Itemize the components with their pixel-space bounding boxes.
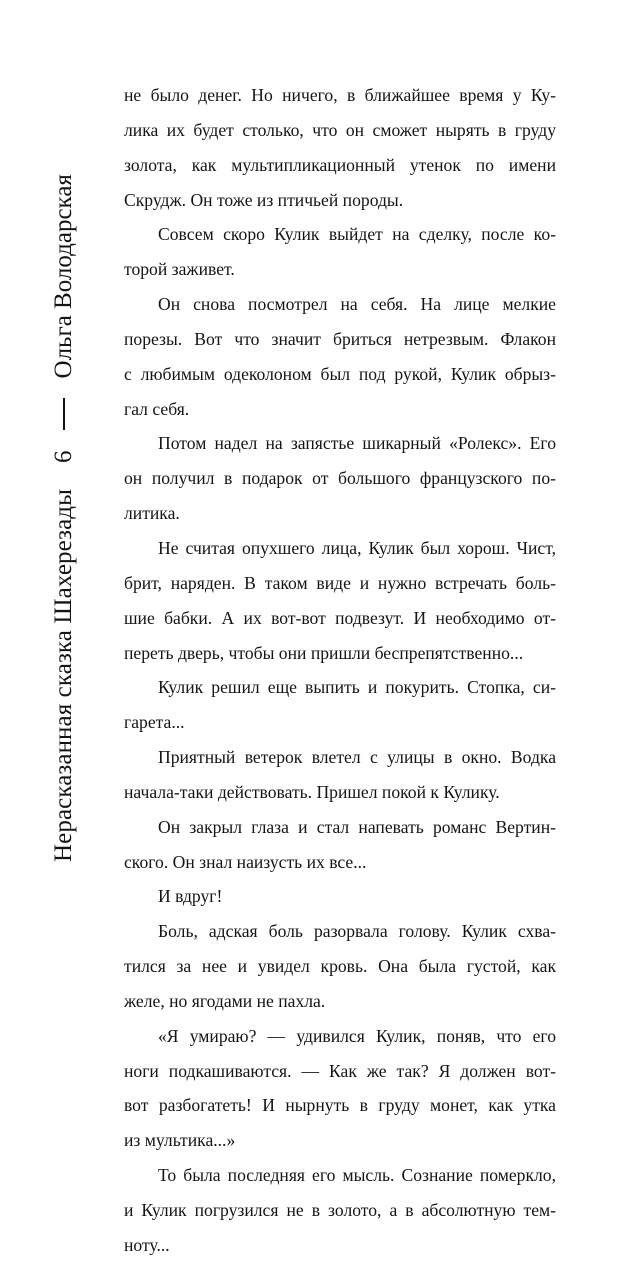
text-line: из мультика...» [124,1130,236,1151]
text-line: золота, как мультипликационный утенок по имени [124,154,556,175]
text-line: И вдруг! [158,886,223,907]
text-line: ноги подкашиваются. — Как же так? Я должен вот- [124,1060,556,1081]
body-text [124,78,556,1263]
text-line: вот разбогатеть! И нырнуть в груду монет, как утка [124,1095,556,1116]
text-line: и Кулик погрузился не в золото, а в абсолютную тем- [124,1200,556,1220]
paragraph [124,1019,556,1158]
text-line: Не считая опухшего лица, Кулик был хорош. Чист, [158,537,556,558]
text-line: тился за нее и увидел кровь. Она была густой, как [124,956,556,977]
text-line: Он закрыл глаза и стал напевать романс Вертин- [158,816,556,837]
text-line: не было денег. Но ничего, в ближайшее время у Ку- [124,85,556,105]
paragraph [124,78,556,217]
text-line: Боль, адская боль разорвала голову. Кулик схва- [158,921,556,942]
text-line: «Я умираю? — удивился Кулик, поняв, что его [158,1025,556,1046]
paragraph [124,914,556,1019]
text-line: торой заживет. [124,259,235,280]
text-line: Кулик решил еще выпить и покурить. Стопка, си- [158,677,556,698]
paragraph [124,426,556,531]
header-separator [63,398,65,430]
paragraph [124,217,556,287]
text-line: переть дверь, чтобы они пришли беспрепятственно... [124,642,524,663]
text-line: шие бабки. А их вот-вот подвезут. И необходимо от- [124,607,556,628]
text-line: порезы. Вот что значит бриться нетрезвым. Флакон [124,328,556,349]
author-name: Ольга Володарская [50,174,77,379]
paragraph [124,670,556,740]
paragraph [124,531,556,670]
text-line: гал себя. [124,398,190,419]
paragraph [124,740,556,810]
text-line: желе, но ягодами не пахла. [124,990,326,1011]
text-line: ноту... [124,1234,170,1255]
page-number: 6 [50,450,77,463]
text-line: Совсем скоро Кулик выйдет на сделку, после ко- [158,224,556,245]
text-line: Он снова посмотрел на себя. На лице мелкие [158,294,556,315]
running-header [44,142,84,862]
text-line: лика их будет столько, что он сможет нырять в груду [124,119,556,140]
book-title: Нерасказанная сказка Шахерезады [50,488,77,862]
paragraph [124,1158,556,1263]
text-line: Скрудж. Он тоже из птичьей породы. [124,189,404,210]
paragraph [124,287,556,426]
text-line: Приятный ветерок влетел с улицы в окно. Водка [158,747,556,768]
text-line: брит, наряден. В таком виде и нужно встречать боль- [124,572,556,593]
text-line: ского. Он знал наизусть их все... [124,851,367,872]
text-line: он получил в подарок от большого французского по- [124,468,556,489]
text-line: литика. [124,503,180,524]
text-line: гарета... [124,712,185,733]
text-line: начала-таки действовать. Пришел покой к Кулику. [124,781,500,802]
paragraph [124,810,556,880]
paragraph [124,879,556,914]
text-line: То была последняя его мысль. Сознание померкло, [158,1165,556,1186]
text-line: с любимым одеколоном был под рукой, Кулик обрыз- [124,363,556,384]
text-line: Потом надел на запястье шикарный «Ролекс». Его [158,433,556,454]
